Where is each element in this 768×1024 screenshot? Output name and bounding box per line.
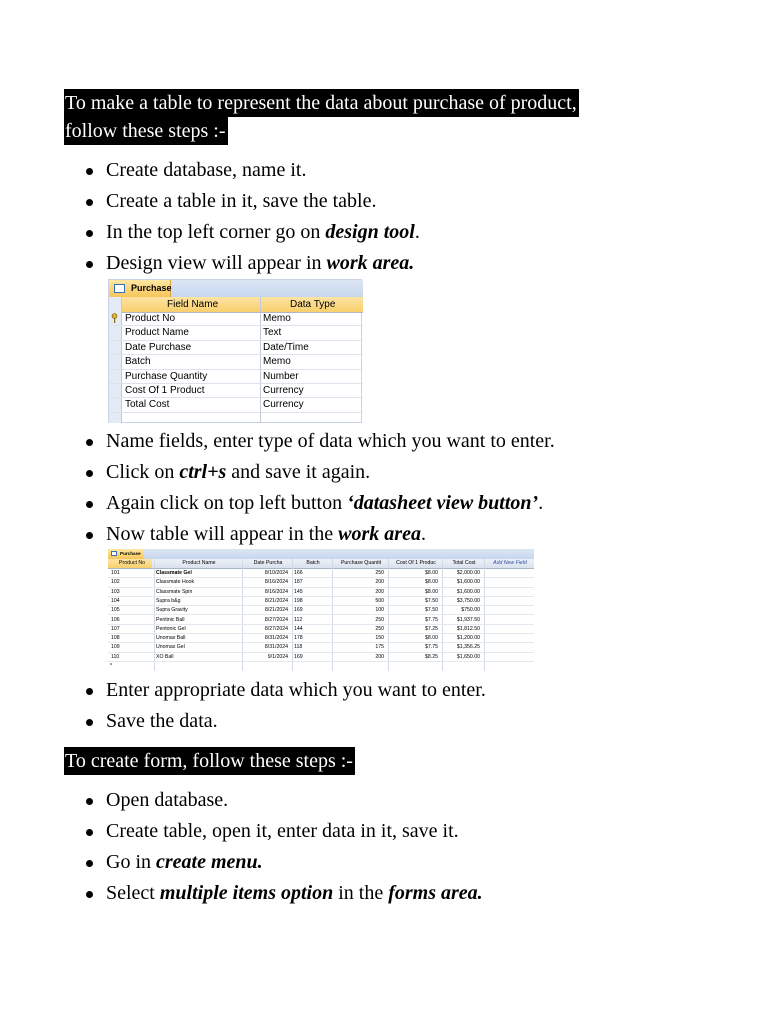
list-item: Now table will appear in the work area. — [0, 519, 555, 550]
table-cell: Unomax Gel — [156, 644, 185, 651]
table-cell: 109 — [111, 644, 120, 651]
table-cell: 166 — [294, 570, 303, 576]
emphasis: ctrl+s — [179, 461, 227, 483]
column-header: Batch — [306, 560, 320, 566]
table-cell: 144 — [294, 625, 303, 632]
table-cell: $1,650.00 — [456, 653, 480, 660]
list-item: Create table, open it, enter data in it, save it. — [0, 816, 483, 847]
table-cell: 250 — [375, 625, 384, 632]
emphasis: work area — [338, 523, 421, 545]
table-row — [108, 588, 534, 597]
table-cell: Supra b&g — [156, 597, 181, 604]
list-item: Save the data. — [0, 706, 486, 737]
column-header: Total Cost — [452, 560, 476, 566]
table-row: Cost Of 1 Product Currency — [109, 384, 363, 398]
table-cell: $8.00 — [425, 588, 438, 595]
list-item: Open database. — [0, 785, 483, 816]
table-cell: $1,600.00 — [456, 579, 480, 586]
table-cell: 145 — [294, 588, 303, 595]
table-cell: $1,200.00 — [456, 635, 480, 642]
section1-heading-line2: follow these steps :- — [64, 117, 228, 145]
table-cell: XO Ball — [156, 653, 174, 660]
table-row — [108, 634, 534, 643]
table-cell: 178 — [294, 635, 303, 642]
table-cell: 103 — [111, 588, 120, 595]
design-header — [109, 297, 363, 313]
steps-list-form — [0, 785, 483, 909]
table-icon — [114, 284, 125, 293]
table-cell: $8.25 — [425, 653, 438, 660]
steps-list-a — [0, 155, 420, 279]
table-cell: 108 — [111, 635, 120, 642]
table-row — [108, 625, 534, 634]
list-item: Again click on top left button ‘datasheet view button’. — [0, 488, 555, 519]
table-cell: 8/27/2024 — [264, 625, 288, 632]
table-cell: Classmate Gel — [156, 570, 192, 576]
table-row — [108, 643, 534, 652]
object-tab-bar — [109, 280, 363, 297]
table-cell: 250 — [375, 616, 384, 623]
emphasis: forms area. — [388, 882, 483, 904]
object-tab-bar — [108, 549, 534, 559]
table-row — [108, 578, 534, 587]
table-cell: $3,750.00 — [456, 597, 480, 604]
list-item: Enter appropriate data which you want to enter. — [0, 675, 486, 706]
section1-heading-line1: To make a table to represent the data about purchase of product, — [64, 89, 579, 117]
emphasis: multiple items option — [159, 882, 334, 904]
primary-key-icon — [111, 313, 118, 323]
table-cell: 100 — [375, 607, 384, 614]
table-cell: $8.00 — [425, 570, 438, 576]
emphasis: work area. — [326, 252, 415, 274]
table-cell: $7.50 — [425, 607, 438, 614]
table-cell: 8/16/2024 — [264, 579, 288, 586]
table-row: Total Cost Currency — [109, 398, 363, 412]
list-item: Create database, name it. — [0, 155, 420, 186]
table-cell: $7.75 — [425, 644, 438, 651]
table-cell: $1,356.25 — [456, 644, 480, 651]
table-cell: 200 — [375, 579, 384, 586]
table-cell: $1,937.50 — [456, 616, 480, 623]
steps-list-b — [0, 426, 555, 550]
list-item: Name fields, enter type of data which you want to enter. — [0, 426, 555, 457]
design-rows — [109, 312, 363, 413]
design-view-screenshot — [108, 279, 362, 423]
list-item: In the top left corner go on design tool. — [0, 217, 420, 248]
emphasis: ‘datasheet view button’ — [347, 492, 539, 514]
table-row: Date Purchase Date/Time — [109, 341, 363, 355]
datasheet-header — [108, 559, 534, 569]
table-cell: $8.00 — [425, 635, 438, 642]
table-cell: 107 — [111, 625, 120, 632]
table-tab: Purchase — [108, 549, 144, 559]
table-cell: 150 — [375, 635, 384, 642]
emphasis: create menu. — [156, 851, 263, 873]
table-row — [108, 597, 534, 606]
table-cell: 169 — [294, 653, 303, 660]
table-cell: Unomax Ball — [156, 635, 186, 642]
table-cell: 8/31/2024 — [264, 635, 288, 642]
table-cell: 106 — [111, 616, 120, 623]
column-header: Purchase Quantit — [340, 560, 382, 566]
column-header: Add New Field — [493, 560, 527, 566]
table-cell: 8/27/2024 — [264, 616, 288, 623]
table-cell: $2,000.00 — [456, 570, 480, 576]
table-cell: 250 — [375, 570, 384, 576]
table-cell: $1,812.50 — [456, 625, 480, 632]
table-cell: 8/21/2024 — [264, 607, 288, 614]
table-cell: 8/16/2024 — [264, 588, 288, 595]
table-cell: 110 — [111, 653, 120, 660]
table-cell: 118 — [294, 644, 303, 651]
table-tab: Purchase — [109, 280, 171, 297]
table-row: Product No Memo — [109, 312, 363, 326]
steps-list-c — [0, 675, 486, 737]
table-cell: 102 — [111, 579, 120, 586]
table-cell: 200 — [375, 653, 384, 660]
table-cell: 9/1/2024 — [267, 653, 288, 660]
table-cell: 112 — [294, 616, 303, 623]
table-row: Product Name Text — [109, 326, 363, 340]
list-item: Go in create menu. — [0, 847, 483, 878]
new-record-marker: * — [110, 663, 113, 669]
table-cell: $7.75 — [425, 616, 438, 623]
table-cell: $7.50 — [425, 597, 438, 604]
table-icon — [111, 551, 117, 556]
column-header: Product Name — [182, 560, 216, 566]
col-field-name: Field Name — [167, 299, 219, 310]
table-cell: 8/31/2024 — [264, 644, 288, 651]
table-cell: 101 — [111, 570, 120, 576]
table-cell: Pentinic Ball — [156, 616, 185, 623]
list-item: Create a table in it, save the table. — [0, 186, 420, 217]
table-cell: Classmate Hook — [156, 579, 195, 586]
datasheet-view-screenshot — [108, 549, 534, 673]
table-cell: 104 — [111, 597, 120, 604]
table-row: Purchase Quantity Number — [109, 370, 363, 384]
table-cell: $8.00 — [425, 579, 438, 586]
table-cell: 187 — [294, 579, 303, 586]
list-item: Click on ctrl+s and save it again. — [0, 457, 555, 488]
table-cell: 175 — [375, 644, 384, 651]
table-cell: $750.00 — [461, 607, 480, 614]
table-cell: 198 — [294, 597, 303, 604]
col-data-type: Data Type — [290, 299, 336, 310]
column-header: Cost Of 1 Produc — [396, 560, 436, 566]
table-cell: 200 — [375, 588, 384, 595]
table-row — [108, 569, 534, 578]
column-header: Product No — [119, 560, 145, 566]
table-cell: Classmate Spin — [156, 588, 193, 595]
table-cell: Supra Gravity — [156, 607, 188, 614]
column-header: Date Purcha — [253, 560, 283, 566]
table-cell: 500 — [375, 597, 384, 604]
list-item: Select multiple items option in the forms area. — [0, 878, 483, 909]
table-cell: 105 — [111, 607, 120, 614]
table-cell: Pentonic Gel — [156, 625, 186, 632]
table-cell: $1,600.00 — [456, 588, 480, 595]
emphasis: design tool — [325, 221, 415, 243]
table-row: Batch Memo — [109, 355, 363, 369]
table-cell: 169 — [294, 607, 303, 614]
section2-heading: To create form, follow these steps :- — [64, 747, 355, 775]
table-row — [108, 653, 534, 662]
table-cell: 8/21/2024 — [264, 597, 288, 604]
table-row — [108, 616, 534, 625]
table-row — [108, 606, 534, 615]
table-cell: 8/10/2024 — [264, 570, 288, 576]
list-item: Design view will appear in work area. — [0, 248, 420, 279]
table-cell: $7.25 — [425, 625, 438, 632]
